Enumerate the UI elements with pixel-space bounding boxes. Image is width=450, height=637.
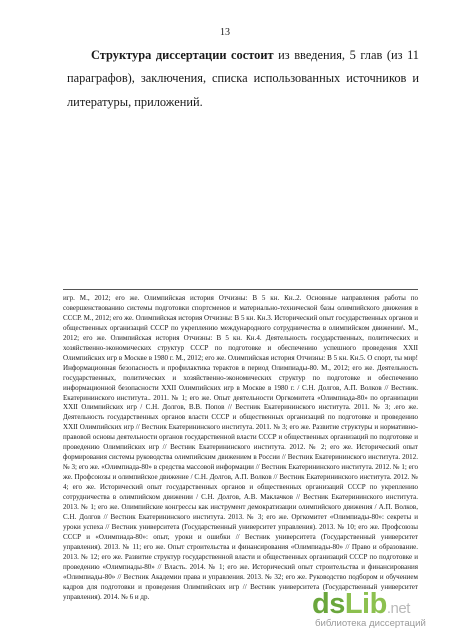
watermark-subtitle: библиотека диссертаций — [315, 618, 426, 629]
dslib-watermark — [312, 589, 447, 631]
logo-lib: Lib — [344, 588, 387, 620]
logo-net: .net — [386, 600, 410, 617]
logo-ds: ds — [312, 588, 345, 620]
page-number: 13 — [220, 27, 230, 38]
paragraph-rest: из введения, 5 глав (из 11 параграфов), заключения, списка использованных источников и литературы, приложений. — [67, 48, 419, 109]
bold-lead: Структура диссертации состоит — [91, 48, 274, 62]
footnote-separator — [63, 289, 418, 290]
footnote-text: игр. М., 2012; его же. Олимпийская история Отчизны: В 5 кн. Кн..2. Основные направления работы по совершенствованию системы подготовки спортсменов и материально-технической базы олимпийского движения в СССР. М., 2012; его же. Олимпийская история Отчизны: В 5 кн. Кн.3. Исторический опыт государственных органов и общественных организаций СССР по укреплению международного сотрудничества в олимпийском движении\. М., 2012; его же. Олимпийская история Отчизны: В 5 кн. Кн.4. Деятельность государственных, политических и хозяйственно-экономических структур СССР по подготовке и обеспечению успешного проведения XXII Олимпийских игр в Москве в 1980 г. М., 2012; его же. Олимпийская история Отчизны: В 5 кн. Кн.5. О спорт, ты мир! Информационная безопасность и профилактика терактов в период Олимпиады-80. М., 2012; его же. Деятельность государственных, политических и хозяйственно-экономических структур по подготовке и обеспечению информационной безопасности XXII Олимпийских игр в Москве в 1980 г. / С.Н. Долгов, А.П. Волков // Вестник. Екатерининского института.. 2011. № 1; его же. Опыт деятельности Оргкомитета «Олимпиада-80» по организации XXII Олимпийских игр / С.Н. Долгов, В.В. Попов // Вестник Екатерининского института. 2011. № 3; .его же. Деятельность государственных органов власти СССР и общественных организаций по подготовке и проведению XXII Олимпийских игр // Вестник Екатерининского института. 2011. № 3; его же. Развитие структуры и нормативно-правовой основы деятельности органов государственной власти СССР и общественных организаций по подготовке и проведению Олимпийских игр // Вестник Екатерининского института. 2012. № 2; его же. Исторический опыт формирования системы руководства олимпийским движением в России // Вестник Екатерининского института. 2012. № 3; его же. «Олимпиада-80» в средства массовой информации // Вестник Екатерининского института. 2012. № 1; его же. Профсоюзы и олимпийское движение / С.Н. Долгов, А.П. Волков // Вестник Екатерининского института. 2012. № 4; его же. Исторический опыт государственных органов и общественных организаций СССР по укреплению сотрудничества в олимпийском движении / С.Н. Долгов, А.В. Маклачков // Вестник Екатерининского института. 2013. № 1; его же. Олимпийские конгрессы как инструмент демократизации олимпийского движения / А.П. Волков, С.Н. Долгов // Вестник Екатерининского института. 2013. № 3; его же. Оргкомитет «Олимпиады-80»: секреты и уроки успеха // Вестник университета (Государственный университет управления). 2013. № 10; его же. Профсоюзы СССР и «Олимпиада-80»: опыт, уроки и ошибки // Вестник университета (Государственный университет управления). 2013. № 11; его же. Опыт строительства и финансирования «Олимпиады-80» // Право и образование. 2013. № 12; его же. Развитие структур государственной власти и общественных организаций СССР по подготовке и проведению «Олимпиады-80» // Власть. 2014. № 1; его же. Исторический опыт строительства и финансирования «Олимпиады-80» // Вестник Академии права и управления. 2013. № 32; его же. Руководство подбором и обучением кадров для подготовки и проведения Олимпийских игр // Вестник университета (Государственный университет управления). 2014. № 6 и др. — [63, 294, 419, 601]
main-paragraph — [67, 44, 419, 114]
